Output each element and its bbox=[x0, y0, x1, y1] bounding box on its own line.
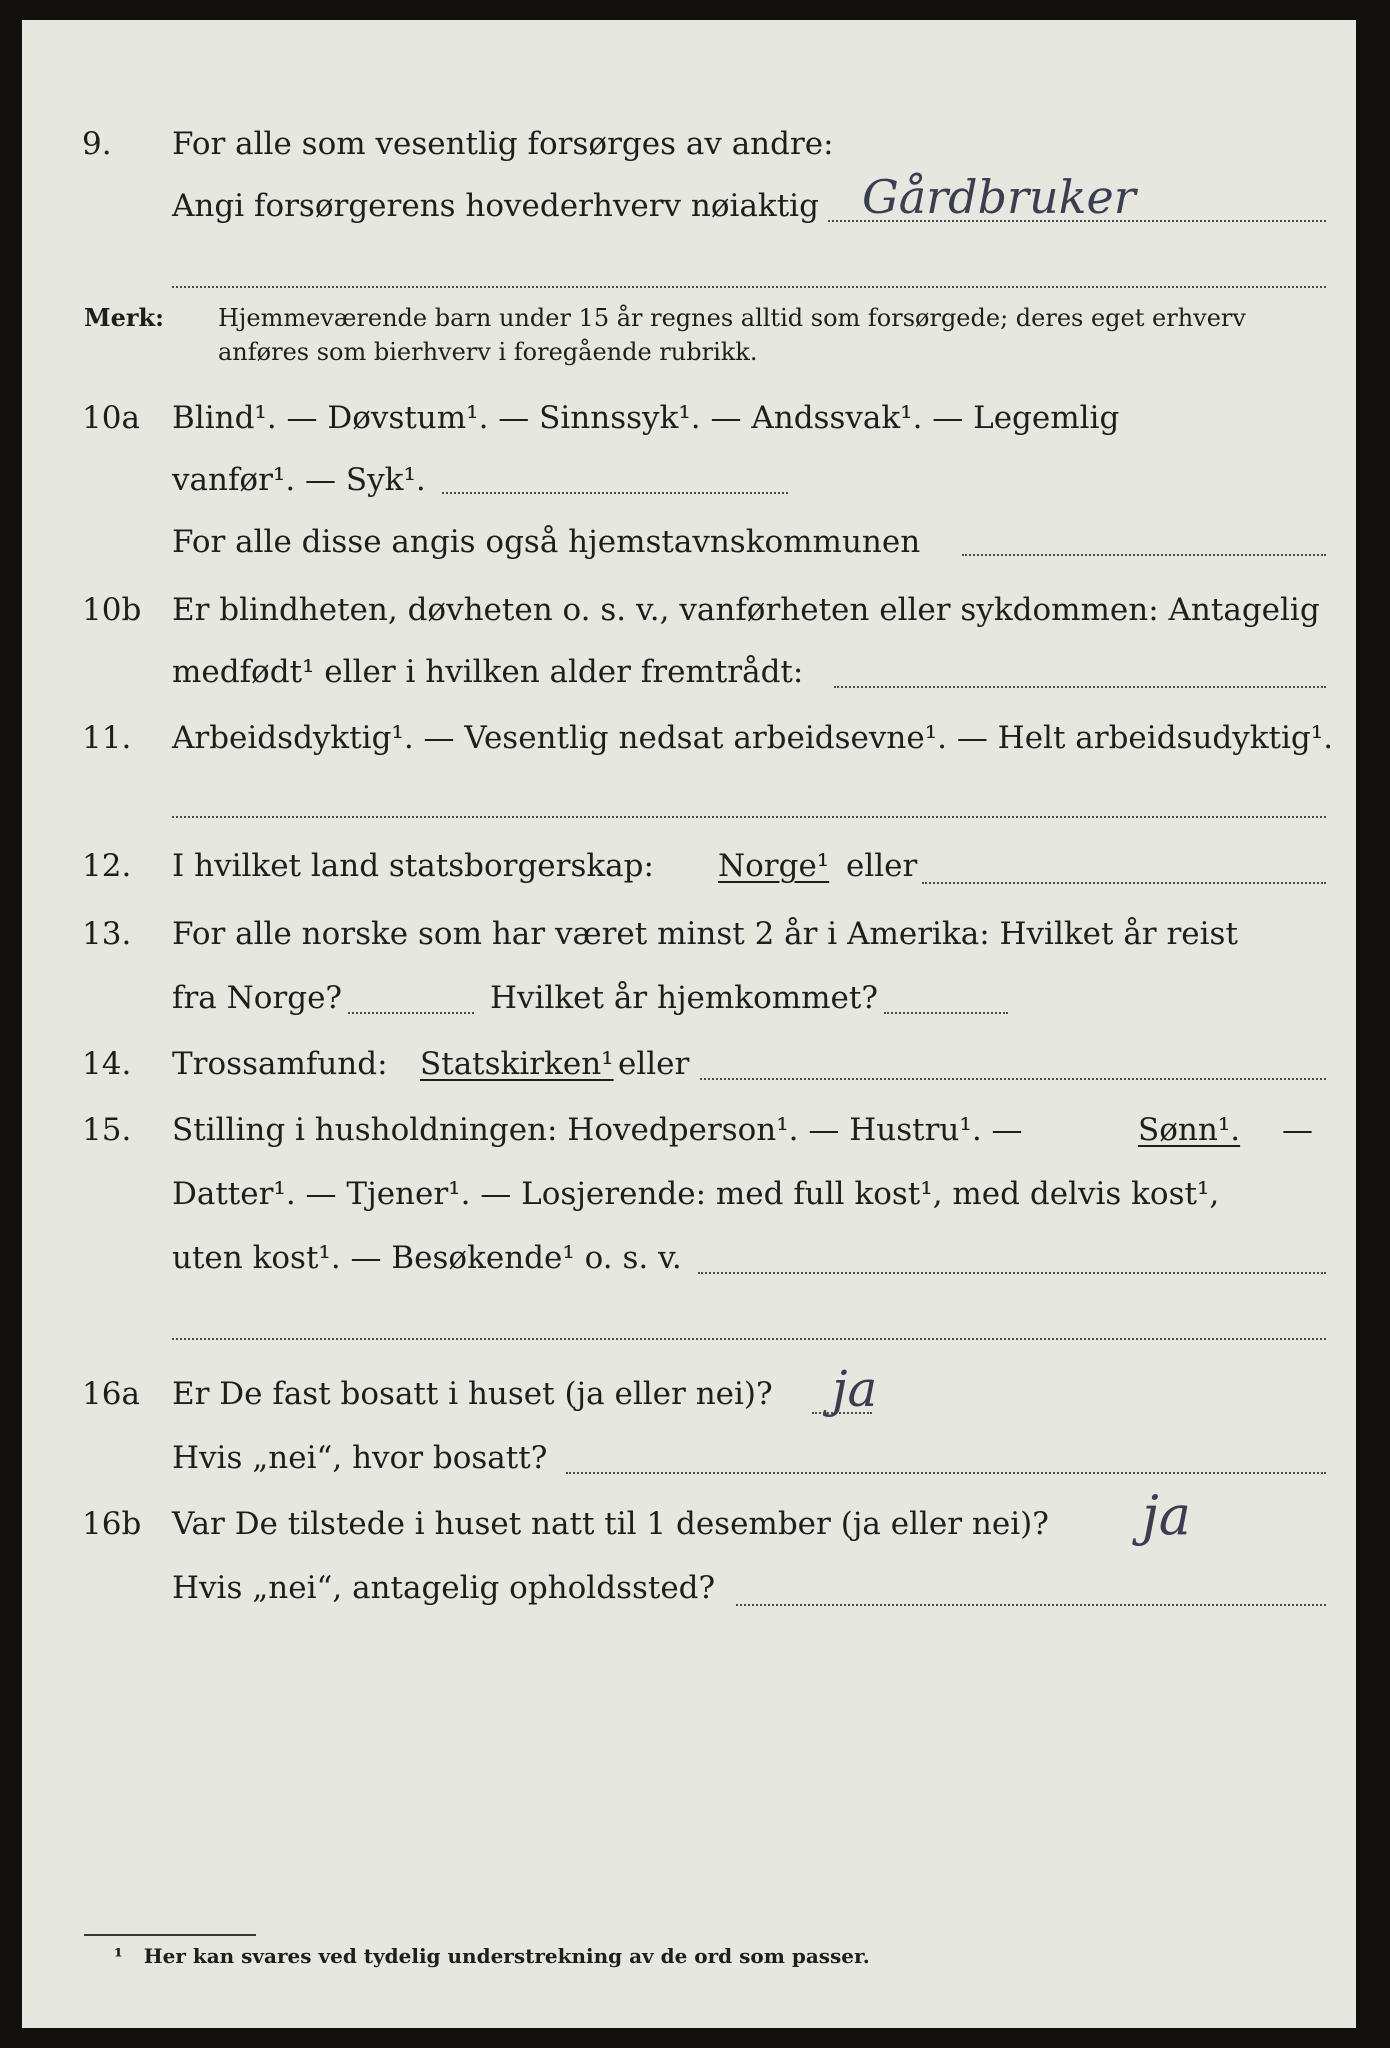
answer-line bbox=[884, 1012, 1008, 1014]
question-text: medfødt¹ eller i hvilken alder fremtrådt: bbox=[172, 654, 804, 690]
answer-line bbox=[834, 686, 1326, 688]
question-text: For alle norske som har været minst 2 år i Amerika: Hvilket år reist bbox=[172, 916, 1238, 952]
handwritten-answer: ja bbox=[1142, 1484, 1191, 1547]
question-number: 9. bbox=[82, 126, 112, 162]
question-text: — bbox=[1282, 1112, 1313, 1148]
question-text: fra Norge? bbox=[172, 980, 343, 1016]
answer-line bbox=[698, 1272, 1326, 1274]
question-text: Angi forsørgerens hovederhverv nøiaktig bbox=[172, 188, 819, 224]
question-text: Blind¹. — Døvstum¹. — Sinnssyk¹. — Andssvak¹. — Legemlig bbox=[172, 400, 1120, 436]
footnote-mark: ¹ bbox=[114, 1944, 123, 1968]
question-text: Var De tilstede i huset natt til 1 desember (ja eller nei)? bbox=[172, 1506, 1049, 1542]
underlined-option: Statskirken¹ bbox=[420, 1046, 614, 1082]
merk-text: Hjemmeværende barn under 15 år regnes alltid som forsørgede; deres eget erhverv bbox=[218, 304, 1246, 332]
question-text: Hvilket år hjemkommet? bbox=[490, 980, 878, 1016]
answer-line bbox=[348, 1012, 474, 1014]
question-number: 11. bbox=[82, 720, 132, 756]
handwritten-answer: Gårdbruker bbox=[862, 170, 1136, 224]
census-form-page bbox=[22, 20, 1356, 2028]
question-text: Datter¹. — Tjener¹. — Losjerende: med full kost¹, med delvis kost¹, bbox=[172, 1176, 1220, 1212]
question-text: vanfør¹. — Syk¹. bbox=[172, 462, 426, 498]
answer-line bbox=[922, 882, 1326, 884]
underlined-option: Sønn¹. bbox=[1138, 1112, 1241, 1148]
question-number: 14. bbox=[82, 1046, 132, 1082]
footnote-rule bbox=[84, 1934, 256, 1936]
answer-line bbox=[172, 286, 1326, 288]
question-number: 15. bbox=[82, 1112, 132, 1148]
footnote bbox=[114, 1944, 870, 1968]
question-text: Trossamfund: bbox=[172, 1046, 388, 1082]
question-text: uten kost¹. — Besøkende¹ o. s. v. bbox=[172, 1240, 682, 1276]
answer-line bbox=[442, 492, 788, 494]
merk-label: Merk: bbox=[84, 303, 164, 332]
question-text: I hvilket land statsborgerskap: bbox=[172, 848, 654, 884]
question-text: For alle som vesentlig forsørges av andre: bbox=[172, 126, 834, 162]
underlined-option: Norge¹ bbox=[718, 848, 830, 884]
question-number: 10b bbox=[82, 592, 142, 628]
answer-line bbox=[172, 1338, 1326, 1340]
question-text: Arbeidsdyktig¹. — Vesentlig nedsat arbeidsevne¹. — Helt arbeidsudyktig¹. bbox=[172, 720, 1334, 756]
question-text: Stilling i husholdningen: Hovedperson¹. — Hustru¹. — bbox=[172, 1112, 1023, 1148]
question-number: 16a bbox=[82, 1376, 140, 1412]
handwritten-answer: ja bbox=[832, 1360, 878, 1418]
merk-text: anføres som bierhverv i foregående rubrikk. bbox=[218, 338, 758, 366]
question-text: Hvis „nei“, hvor bosatt? bbox=[172, 1440, 548, 1476]
footnote-text: Her kan svares ved tydelig understrekning av de ord som passer. bbox=[143, 1944, 870, 1968]
question-text: For alle disse angis også hjemstavnskommunen bbox=[172, 524, 921, 560]
question-number: 10a bbox=[82, 400, 140, 436]
question-text: Er De fast bosatt i huset (ja eller nei)? bbox=[172, 1376, 773, 1412]
answer-line bbox=[962, 554, 1326, 556]
answer-line bbox=[566, 1472, 1326, 1474]
question-text: Hvis „nei“, antagelig opholdssted? bbox=[172, 1570, 716, 1606]
answer-line bbox=[700, 1078, 1326, 1080]
question-number: 12. bbox=[82, 848, 132, 884]
question-text: eller bbox=[618, 1046, 690, 1082]
question-number: 13. bbox=[82, 916, 132, 952]
answer-line bbox=[736, 1604, 1326, 1606]
question-number: 16b bbox=[82, 1506, 142, 1542]
question-text: eller bbox=[846, 848, 918, 884]
question-text: Er blindheten, døvheten o. s. v., vanførheten eller sykdommen: Antagelig bbox=[172, 592, 1320, 628]
answer-line bbox=[172, 816, 1326, 818]
